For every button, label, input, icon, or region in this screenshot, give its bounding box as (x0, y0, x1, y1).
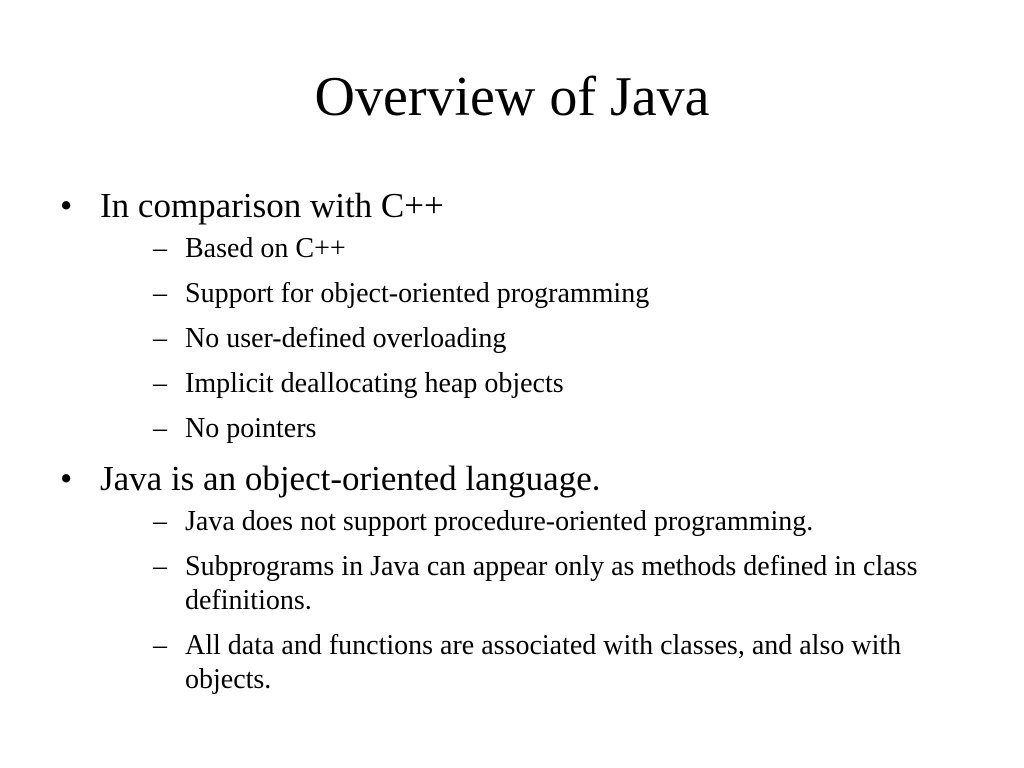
sub-bullet-marker: – (153, 368, 167, 399)
sub-bullet-marker: – (153, 551, 167, 582)
sub-bullet-item (140, 322, 990, 356)
sub-bullet-item (140, 232, 990, 266)
sub-bullet-text: Implicit deallocating heap objects (185, 368, 564, 399)
sub-bullet-item (140, 629, 990, 697)
bullet-marker: • (60, 459, 73, 498)
bullet-list (60, 184, 990, 697)
sub-bullet-text: Subprograms in Java can appear only as methods defined in class definitions. (185, 551, 918, 616)
sub-bullet-marker: – (153, 323, 167, 354)
sub-bullet-text: All data and functions are associated with classes, and also with objects. (185, 630, 902, 695)
bullet-text: In comparison with C++ (100, 186, 444, 225)
sub-bullet-marker: – (153, 278, 167, 309)
sub-bullet-item (140, 412, 990, 446)
sub-bullet-marker: – (153, 506, 167, 537)
sub-bullet-text: Support for object-oriented programming (185, 278, 650, 309)
sub-bullet-marker: – (153, 630, 167, 661)
sub-bullet-item (140, 367, 990, 401)
sub-bullet-list (100, 505, 990, 697)
sub-bullet-text: No user-defined overloading (185, 323, 507, 354)
sub-bullet-item (140, 505, 990, 539)
bullet-item (60, 184, 990, 446)
slide-title: Overview of Java (314, 66, 710, 128)
sub-bullet-marker: – (153, 413, 167, 444)
slide-body (60, 184, 990, 708)
sub-bullet-marker: – (153, 233, 167, 264)
bullet-item (60, 457, 990, 697)
sub-bullet-item (140, 550, 990, 618)
sub-bullet-text: No pointers (185, 413, 317, 444)
sub-bullet-item (140, 277, 990, 311)
sub-bullet-text: Based on C++ (185, 233, 346, 264)
sub-bullet-text: Java does not support procedure-oriented programming. (185, 506, 814, 537)
bullet-marker: • (60, 186, 73, 225)
bullet-text: Java is an object-oriented language. (100, 459, 601, 498)
sub-bullet-list (100, 232, 990, 446)
